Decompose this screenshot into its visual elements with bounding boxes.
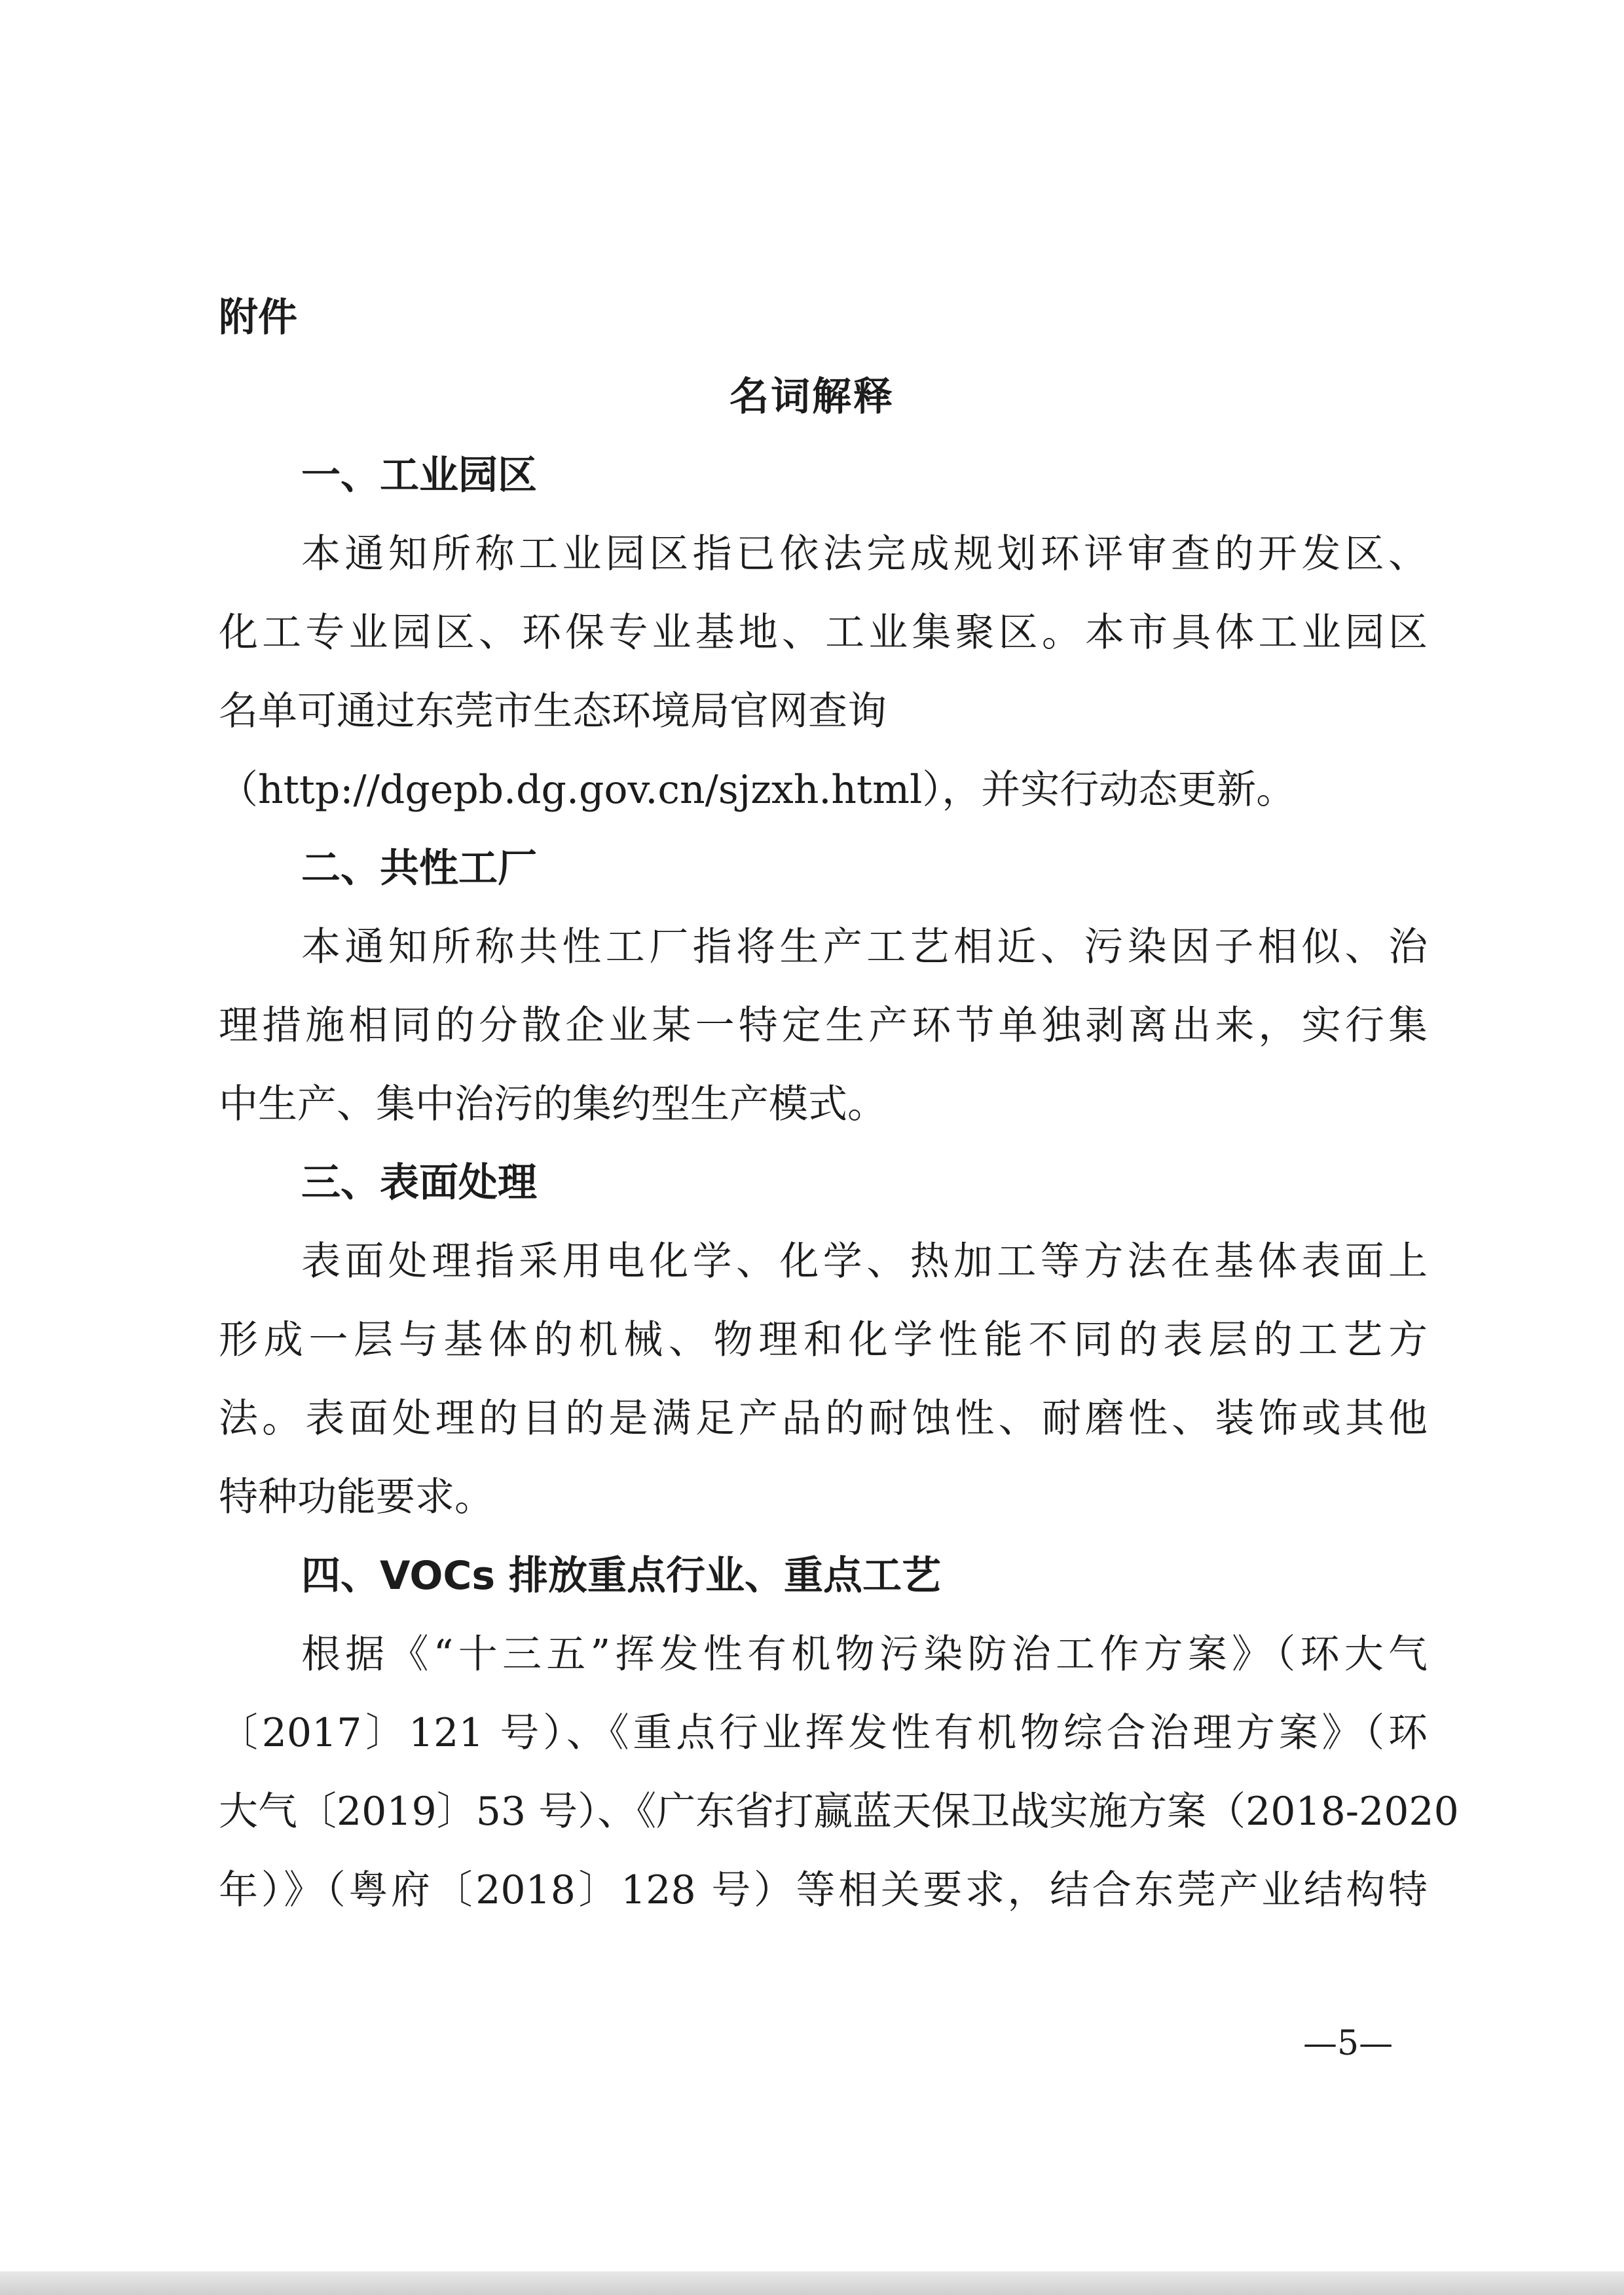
document-title: 名词解释 bbox=[729, 374, 895, 420]
page-number: —5— bbox=[1303, 2024, 1393, 2063]
paragraph-line: 本通知所称工业园区指已依法完成规划环评审查的开发区、 bbox=[301, 531, 1428, 577]
attachment-label: 附件 bbox=[219, 295, 297, 341]
paragraph-line: 根据《“十三五”挥发性有机物污染防治工作方案》（环大气 bbox=[301, 1632, 1428, 1677]
paragraph-line: 大气〔2019〕53 号）、《广东省打赢蓝天保卫战实施方案（2018-2020 bbox=[219, 1789, 1459, 1835]
paragraph-line: 年）》（粤府〔2018〕128 号）等相关要求，结合东莞产业结构特 bbox=[219, 1867, 1428, 1913]
section-heading-common-factory: 二、共性工厂 bbox=[301, 846, 537, 891]
paragraph-line: 表面处理指采用电化学、化学、热加工等方法在基体表面上 bbox=[301, 1239, 1428, 1284]
section-heading-industrial-park: 一、工业园区 bbox=[301, 453, 537, 498]
paragraph-line: 名单可通过东莞市生态环境局官网查询 bbox=[219, 688, 887, 734]
paragraph-line: 特种功能要求。 bbox=[219, 1474, 494, 1520]
section-heading-surface-treatment: 三、表面处理 bbox=[301, 1160, 537, 1206]
paragraph-line-url: （http://dgepb.dg.gov.cn/sjzxh.html），并实行动态更新。 bbox=[219, 767, 1296, 813]
paragraph-line: 本通知所称共性工厂指将生产工艺相近、污染因子相似、治 bbox=[301, 924, 1428, 970]
paragraph-line: 中生产、集中治污的集约型生产模式。 bbox=[219, 1081, 887, 1127]
scan-bottom-edge bbox=[0, 2271, 1624, 2295]
paragraph-line: 化工专业园区、环保专业基地、工业集聚区。本市具体工业园区 bbox=[219, 610, 1428, 656]
paragraph-line: 〔2017〕121 号）、《重点行业挥发性有机物综合治理方案》（环 bbox=[219, 1710, 1428, 1756]
section-heading-vocs: 四、VOCs 排放重点行业、重点工艺 bbox=[301, 1553, 942, 1599]
paragraph-line: 理措施相同的分散企业某一特定生产环节单独剥离出来，实行集 bbox=[219, 1003, 1428, 1049]
paragraph-line: 法。表面处理的目的是满足产品的耐蚀性、耐磨性、装饰或其他 bbox=[219, 1396, 1428, 1442]
paragraph-line: 形成一层与基体的机械、物理和化学性能不同的表层的工艺方 bbox=[219, 1317, 1428, 1363]
